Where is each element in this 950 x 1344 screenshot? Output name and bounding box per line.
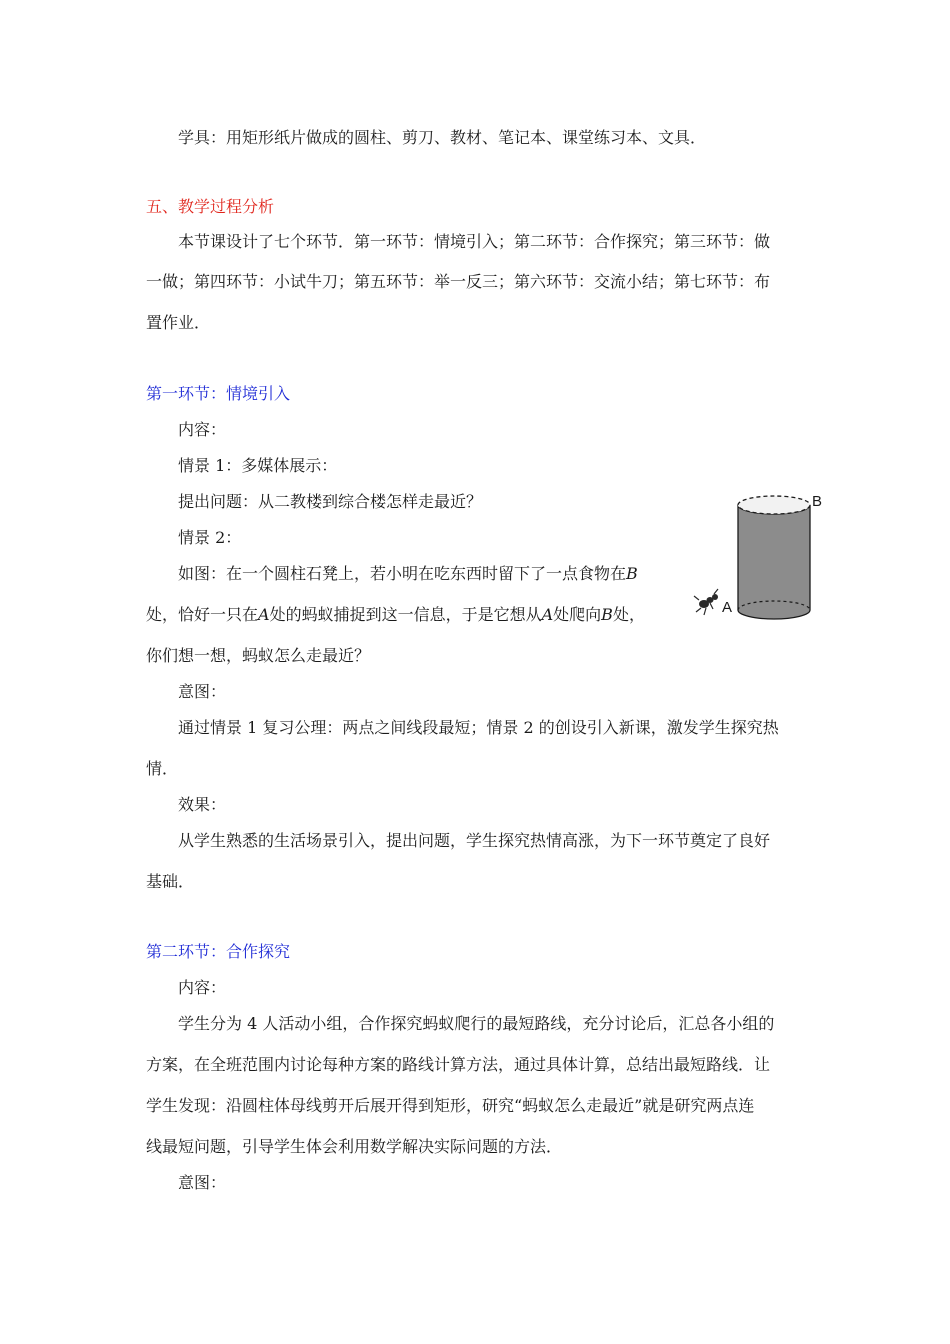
figure-text-a: 如图：在一个圆柱石凳上，若小明在吃东西时留下了一点食物在 bbox=[178, 564, 627, 583]
section-5-heading: 五、教学过程分析 bbox=[146, 197, 275, 216]
effect-label: 效果： bbox=[178, 795, 227, 814]
scene-1-line: 情景 1：多媒体展示： bbox=[178, 456, 338, 475]
question-line: 提出问题：从二教楼到综合楼怎样走最近？ bbox=[178, 492, 483, 511]
step-2-line-3: 学生发现：沿圆柱体母线剪开后展开得到矩形，研究“蚂蚁怎么走最近”就是研究两点连 bbox=[146, 1096, 755, 1115]
overview-line-1: 本节课设计了七个环节．第一环节：情境引入；第二环节：合作探究；第三环节：做 bbox=[178, 232, 771, 251]
figure-description-line-1 bbox=[178, 564, 638, 584]
scene-2-line: 情景 2： bbox=[178, 528, 242, 547]
text-seg: 处， bbox=[612, 605, 645, 624]
step-2-content-label: 内容： bbox=[178, 978, 227, 997]
figure-description-line-3: 你们想一想，蚂蚁怎么走最近？ bbox=[146, 646, 371, 665]
var-a: A bbox=[541, 605, 554, 624]
overview-line-3: 置作业． bbox=[146, 313, 211, 332]
intent-label-2: 意图： bbox=[178, 1173, 227, 1192]
intent-line-1: 通过情景 1 复习公理：两点之间线段最短；情景 2 的创设引入新课，激发学生探究热 bbox=[178, 718, 779, 737]
label-a: A bbox=[722, 599, 733, 616]
var-b: B bbox=[626, 564, 638, 583]
ant-icon bbox=[694, 589, 718, 615]
step-2-line-2: 方案，在全班范围内讨论每种方案的路线计算方法，通过具体计算，总结出最短路线．让 bbox=[146, 1055, 771, 1074]
intent-line-2: 情． bbox=[146, 759, 179, 778]
text-seg: 处的蚂蚁捕捉到这一信息，于是它想从 bbox=[269, 605, 542, 624]
tools-line: 学具：用矩形纸片做成的圆柱、剪刀、教材、笔记本、课堂练习本、文具． bbox=[178, 128, 707, 147]
overview-line-2: 一做；第四环节：小试牛刀；第五环节：举一反三；第六环节：交流小结；第七环节：布 bbox=[146, 272, 771, 291]
intent-label-1: 意图： bbox=[178, 682, 227, 701]
cylinder-body bbox=[738, 496, 810, 619]
step-1-content-label: 内容： bbox=[178, 420, 227, 439]
effect-line-1: 从学生熟悉的生活场景引入，提出问题，学生探究热情高涨，为下一环节奠定了良好 bbox=[178, 831, 771, 850]
effect-line-2: 基础． bbox=[146, 872, 195, 891]
label-b: B bbox=[812, 493, 823, 510]
var-a: A bbox=[258, 605, 270, 624]
step-2-line-1: 学生分为 4 人活动小组，合作探究蚂蚁爬行的最短路线，充分讨论后，汇总各小组的 bbox=[178, 1014, 775, 1033]
text-seg: 处，恰好一只在 bbox=[146, 605, 259, 624]
step-2-heading: 第二环节：合作探究 bbox=[146, 942, 291, 961]
var-b: B bbox=[601, 605, 613, 624]
figure-description-line-2 bbox=[146, 605, 645, 625]
step-1-heading: 第一环节：情境引入 bbox=[146, 384, 291, 403]
text-seg: 处爬向 bbox=[553, 605, 602, 624]
cylinder-figure bbox=[692, 488, 830, 628]
step-2-line-4: 线最短问题，引导学生体会利用数学解决实际问题的方法． bbox=[146, 1137, 563, 1156]
